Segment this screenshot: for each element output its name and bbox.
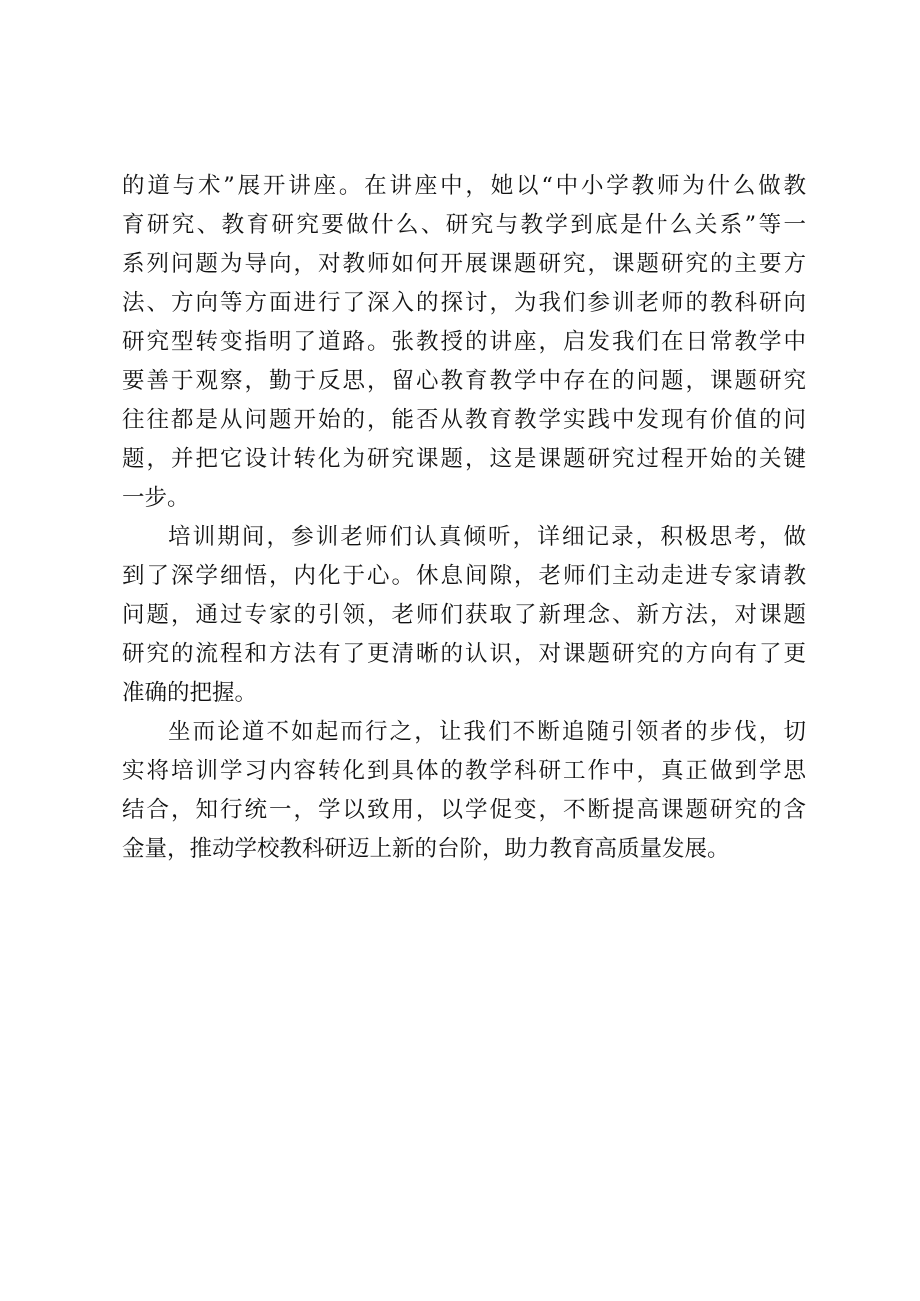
text-line: 研究型转变指明了道路。张教授的讲座，启发我们在日常教学中 xyxy=(122,329,806,355)
text-line: 研究的流程和方法有了更清晰的认识，对课题研究的方向有了更 xyxy=(122,641,806,667)
text-line: 到了深学细悟，内化于心。休息间隙，老师们主动走进专家请教 xyxy=(122,563,806,589)
text-line: 坐而论道不如起而行之，让我们不断追随引领者的步伐，切 xyxy=(168,719,806,745)
text-line: 问题，通过专家的引领，老师们获取了新理念、新方法，对课题 xyxy=(122,602,806,628)
text-line: 往往都是从问题开始的，能否从教育教学实践中发现有价值的问 xyxy=(122,407,806,433)
text-line: 实将培训学习内容转化到具体的教学科研工作中，真正做到学思 xyxy=(122,758,806,784)
text-line: 法、方向等方面进行了深入的探讨，为我们参训老师的教科研向 xyxy=(122,290,806,316)
text-line: 结合，知行统一，学以致用，以学促变，不断提高课题研究的含 xyxy=(122,797,806,823)
text-line: 系列问题为导向，对教师如何开展课题研究，课题研究的主要方 xyxy=(122,251,806,277)
text-line: 培训期间，参训老师们认真倾听，详细记录，积极思考，做 xyxy=(168,524,806,550)
text-line: 题，并把它设计转化为研究课题，这是课题研究过程开始的关键 xyxy=(122,446,806,472)
document-body xyxy=(122,167,806,869)
text-line: 的道与术”展开讲座。在讲座中，她以“中小学教师为什么做教 xyxy=(122,173,806,199)
text-line: 要善于观察，勤于反思，留心教育教学中存在的问题，课题研究 xyxy=(122,368,806,394)
paragraph-3 xyxy=(122,713,806,869)
text-line: 金量，推动学校教科研迈上新的台阶，助力教育高质量发展。 xyxy=(122,836,730,862)
paragraph-1 xyxy=(122,167,806,518)
text-line: 一步。 xyxy=(122,485,190,511)
text-line: 育研究、教育研究要做什么、研究与教学到底是什么关系”等一 xyxy=(122,212,806,238)
paragraph-2 xyxy=(122,518,806,713)
text-line: 准确的把握。 xyxy=(122,680,258,706)
